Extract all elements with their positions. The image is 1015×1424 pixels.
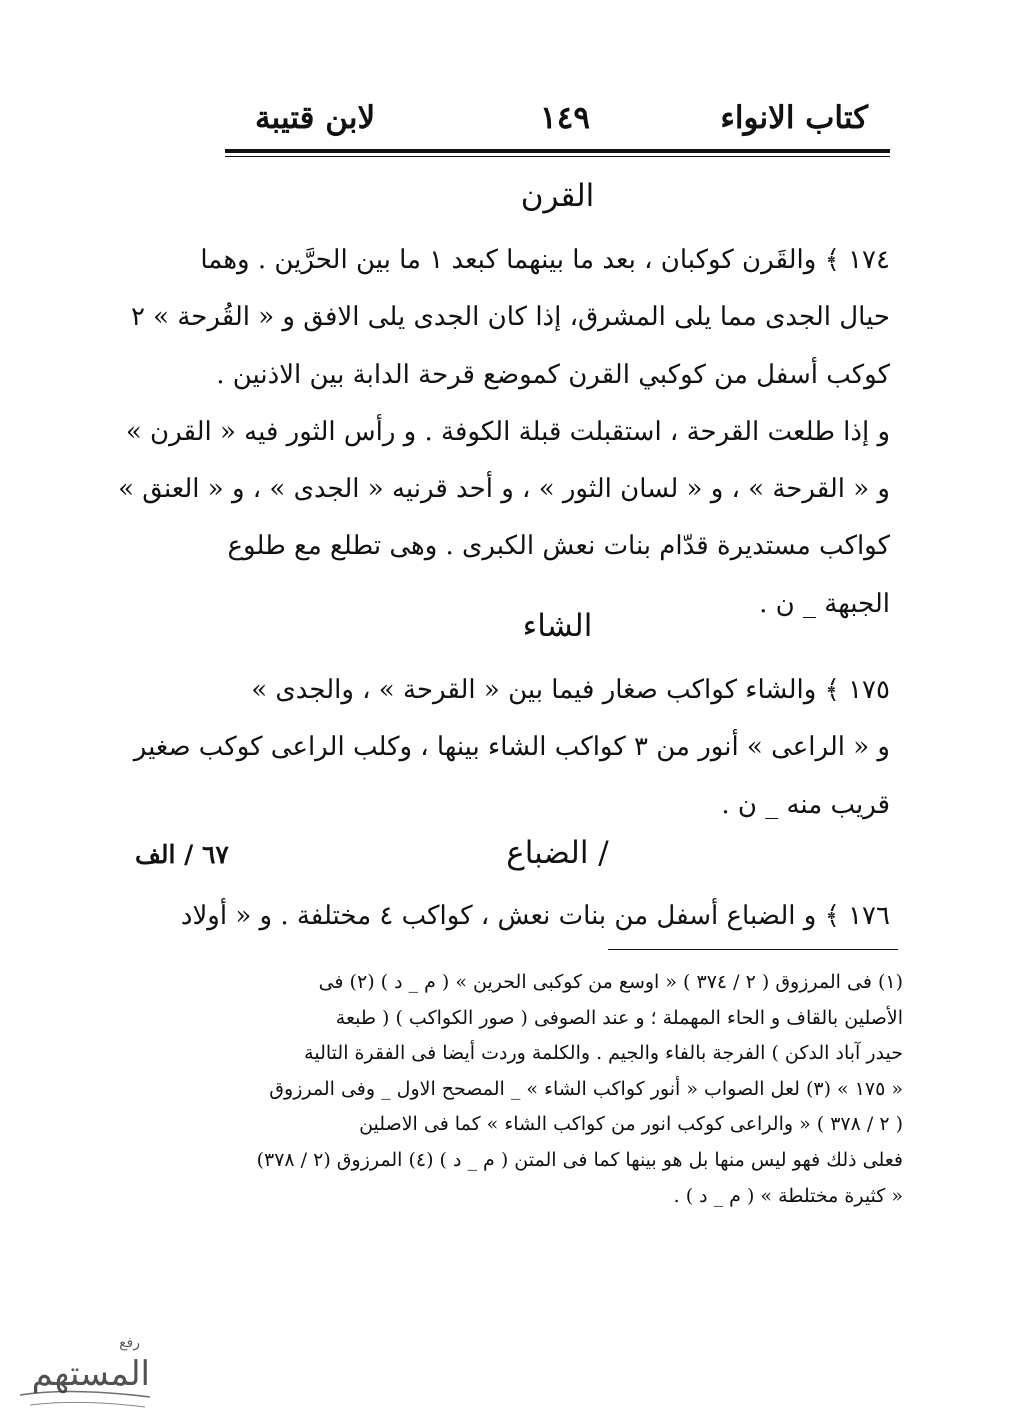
section-heading-dibaa: / الضباع — [506, 835, 609, 871]
text-line: و « القرحة » ، و « لسان الثور » ، و أحد قرنيه « الجدى » ، و « العنق » — [118, 474, 890, 505]
text-line: الجبهة _ ن . — [759, 588, 890, 619]
footnote-rule — [608, 949, 898, 950]
stamp-calligraphy-icon — [10, 1325, 160, 1420]
footnote-line: حيدر آباد الدكن ) الفرجة بالفاء والجيم . والكلمة وردت أيضا فى الفقرة التالية — [304, 1042, 903, 1065]
text-line: كواكب مستديرة قدّام بنات نعش الكبرى . وهى تطلع مع طلوع — [227, 531, 890, 562]
footnote-line: (١) فى المرزوق ( ٢ / ٣٧٤ ) « اوسع من كوكبى الحرين » ( م _ د ) (٢) فى — [318, 971, 903, 993]
footnote-line: « كثيرة مختلطة » ( م _ د ) . — [673, 1184, 903, 1207]
section-heading-qarn: القرن — [520, 178, 595, 214]
text-line: قريب منه _ ن . — [721, 789, 890, 820]
marginal-folio-note: ٦٧ / الف — [135, 840, 229, 869]
section-body-qarn — [118, 232, 890, 633]
text-line: ١٧٦ ﴾ و الضباع أسفل من بنات نعش ، كواكب ٤ مختلفة . و « أولاد — [180, 901, 890, 931]
text-line: و « الراعى » أنور من ٣ كواكب الشاء بينها ، وكلب الراعى كوكب صغير — [133, 732, 890, 763]
running-head — [225, 92, 890, 148]
section-body-dibaa — [180, 888, 890, 945]
footnotes — [238, 965, 903, 1214]
library-stamp-logo — [10, 1325, 160, 1420]
author-name: لابن قتيبة — [255, 100, 376, 136]
footnote-line: الأصلين بالقاف و الحاء المهملة ؛ و عند الصوفى ( صور الكواكب ) ( طبعة — [335, 1006, 903, 1029]
section-heading-shaa: الشاء — [522, 608, 593, 644]
text-line: ١٧٥ ﴾ والشاء كواكب صغار فيما بين « القرحة » ، والجدى » — [251, 675, 890, 705]
page-number: ١٤٩ — [540, 100, 590, 136]
header-rule-thick — [225, 149, 890, 153]
text-line: و إذا طلعت القرحة ، استقبلت قبلة الكوفة . و رأس الثور فيه « القرن » — [125, 416, 890, 447]
header-rule-thin — [225, 156, 890, 157]
book-title: كتاب الانواء — [720, 100, 868, 136]
footnote-line: فعلى ذلك فهو ليس منها بل هو بينها كما فى المتن ( م _ د ) (٤) المرزوق (٢ / ٣٧٨) — [256, 1148, 903, 1171]
section-body-shaa — [133, 662, 890, 834]
text-line: كوكب أسفل من كوكبي القرن كموضع قرحة الدابة بين الاذنين . — [216, 359, 890, 390]
stamp-main-text: المستهم — [31, 1354, 150, 1394]
footnote-line: « ١٧٥ » (٣) لعل الصواب « أنور كواكب الشاء » _ المصحح الاول _ وفى المرزوق — [269, 1077, 903, 1100]
text-line: ١٧٤ ﴾ والقَرن كوكبان ، بعد ما بينهما كبعد ١ ما بين الحرَّين . وهما — [200, 245, 890, 275]
stamp-sub-text: رفع — [119, 1335, 140, 1351]
footnote-line: ( ٢ / ٣٧٨ ) « والراعى كوكب انور من كواكب الشاء » كما فى الاصلين — [359, 1113, 903, 1136]
text-line: حيال الجدى مما يلى المشرق، إذا كان الجدى يلى الافق و « القُرحة » ٢ — [130, 302, 890, 333]
